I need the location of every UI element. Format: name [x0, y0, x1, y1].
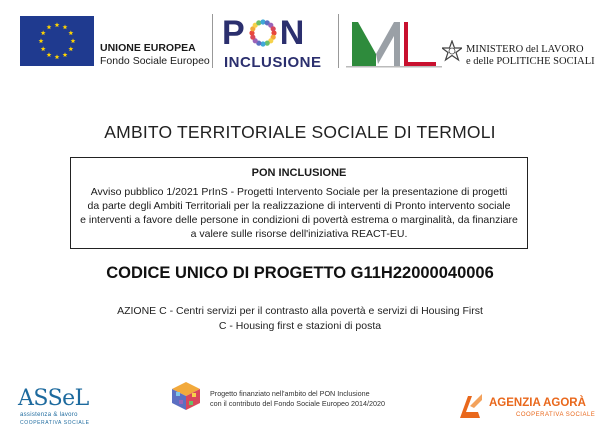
azione-description	[0, 304, 600, 334]
header-divider	[212, 14, 213, 68]
assel-subtitle: assistenza & lavoro	[20, 412, 78, 418]
pon-cube-icon	[170, 380, 202, 412]
header-divider	[338, 14, 339, 68]
project-code: CODICE UNICO DI PROGETTO G11H22000040006	[106, 264, 494, 282]
assel-name: ASSeL	[18, 386, 89, 411]
pon-o-ring-icon	[246, 17, 280, 49]
agora-logo-icon	[456, 392, 484, 420]
notice-box	[70, 157, 528, 249]
funding-note	[210, 389, 385, 409]
funding-line2: con il contributo del Fondo Sociale Europeo 2014/2020	[210, 399, 386, 408]
notice-line: da parte degli Ambiti Territoriali per la realizzazione di interventi di Pronto intervento sociale	[87, 200, 511, 212]
funding-line1: Progetto finanziato nell'ambito del PON Inclusione	[210, 389, 370, 398]
ambito-title: AMBITO TERRITORIALE SOCIALE DI TERMOLI	[104, 122, 496, 142]
eu-line1: UNIONE EUROPEA	[100, 42, 196, 54]
notice-line: a valere sulle risorse dell'iniziativa REACT-EU.	[190, 228, 408, 240]
assel-logo	[18, 386, 98, 428]
pon-ring-dot-icon	[270, 26, 275, 31]
pon-letter-p: P	[222, 14, 246, 52]
azione-line2: C - Housing first e stazioni di posta	[218, 320, 382, 332]
azione-line1: AZIONE C - Centri servizi per il contrasto alla povertà e servizi di Housing First	[117, 305, 483, 317]
assel-subtitle-2: COOPERATIVA SOCIALE	[20, 420, 90, 426]
pon-inclusione-logo	[222, 14, 330, 72]
notice-line: e interventi a favore delle persone in condizioni di povertà estrema o marginalità, da finanziare	[80, 214, 518, 226]
notice-title: PON INCLUSIONE	[251, 167, 347, 179]
pon-word	[222, 14, 305, 53]
agora-name: AGENZIA AGORÀ	[489, 397, 586, 409]
ministero-line1: MINISTERO del LAVORO	[466, 44, 584, 55]
ministero-line2: e delle POLITICHE SOCIALI	[466, 56, 595, 67]
italian-republic-emblem-icon	[442, 40, 462, 62]
pon-inclusione-label: INCLUSIONE	[224, 54, 322, 71]
ministero-ml-logo-icon	[346, 14, 442, 70]
eu-label	[100, 42, 210, 68]
notice-line: Avviso pubblico 1/2021 PrInS - Progetti Intervento Sociale per la presentazione di progetti	[90, 186, 508, 198]
notice-body	[71, 185, 527, 241]
pon-letter-n: N	[279, 14, 306, 52]
ministero-label	[466, 44, 595, 68]
agora-subtitle: COOPERATIVA SOCIALE	[516, 412, 596, 418]
eu-flag-icon	[20, 16, 94, 66]
eu-line2: Fondo Sociale Europeo	[100, 55, 210, 67]
